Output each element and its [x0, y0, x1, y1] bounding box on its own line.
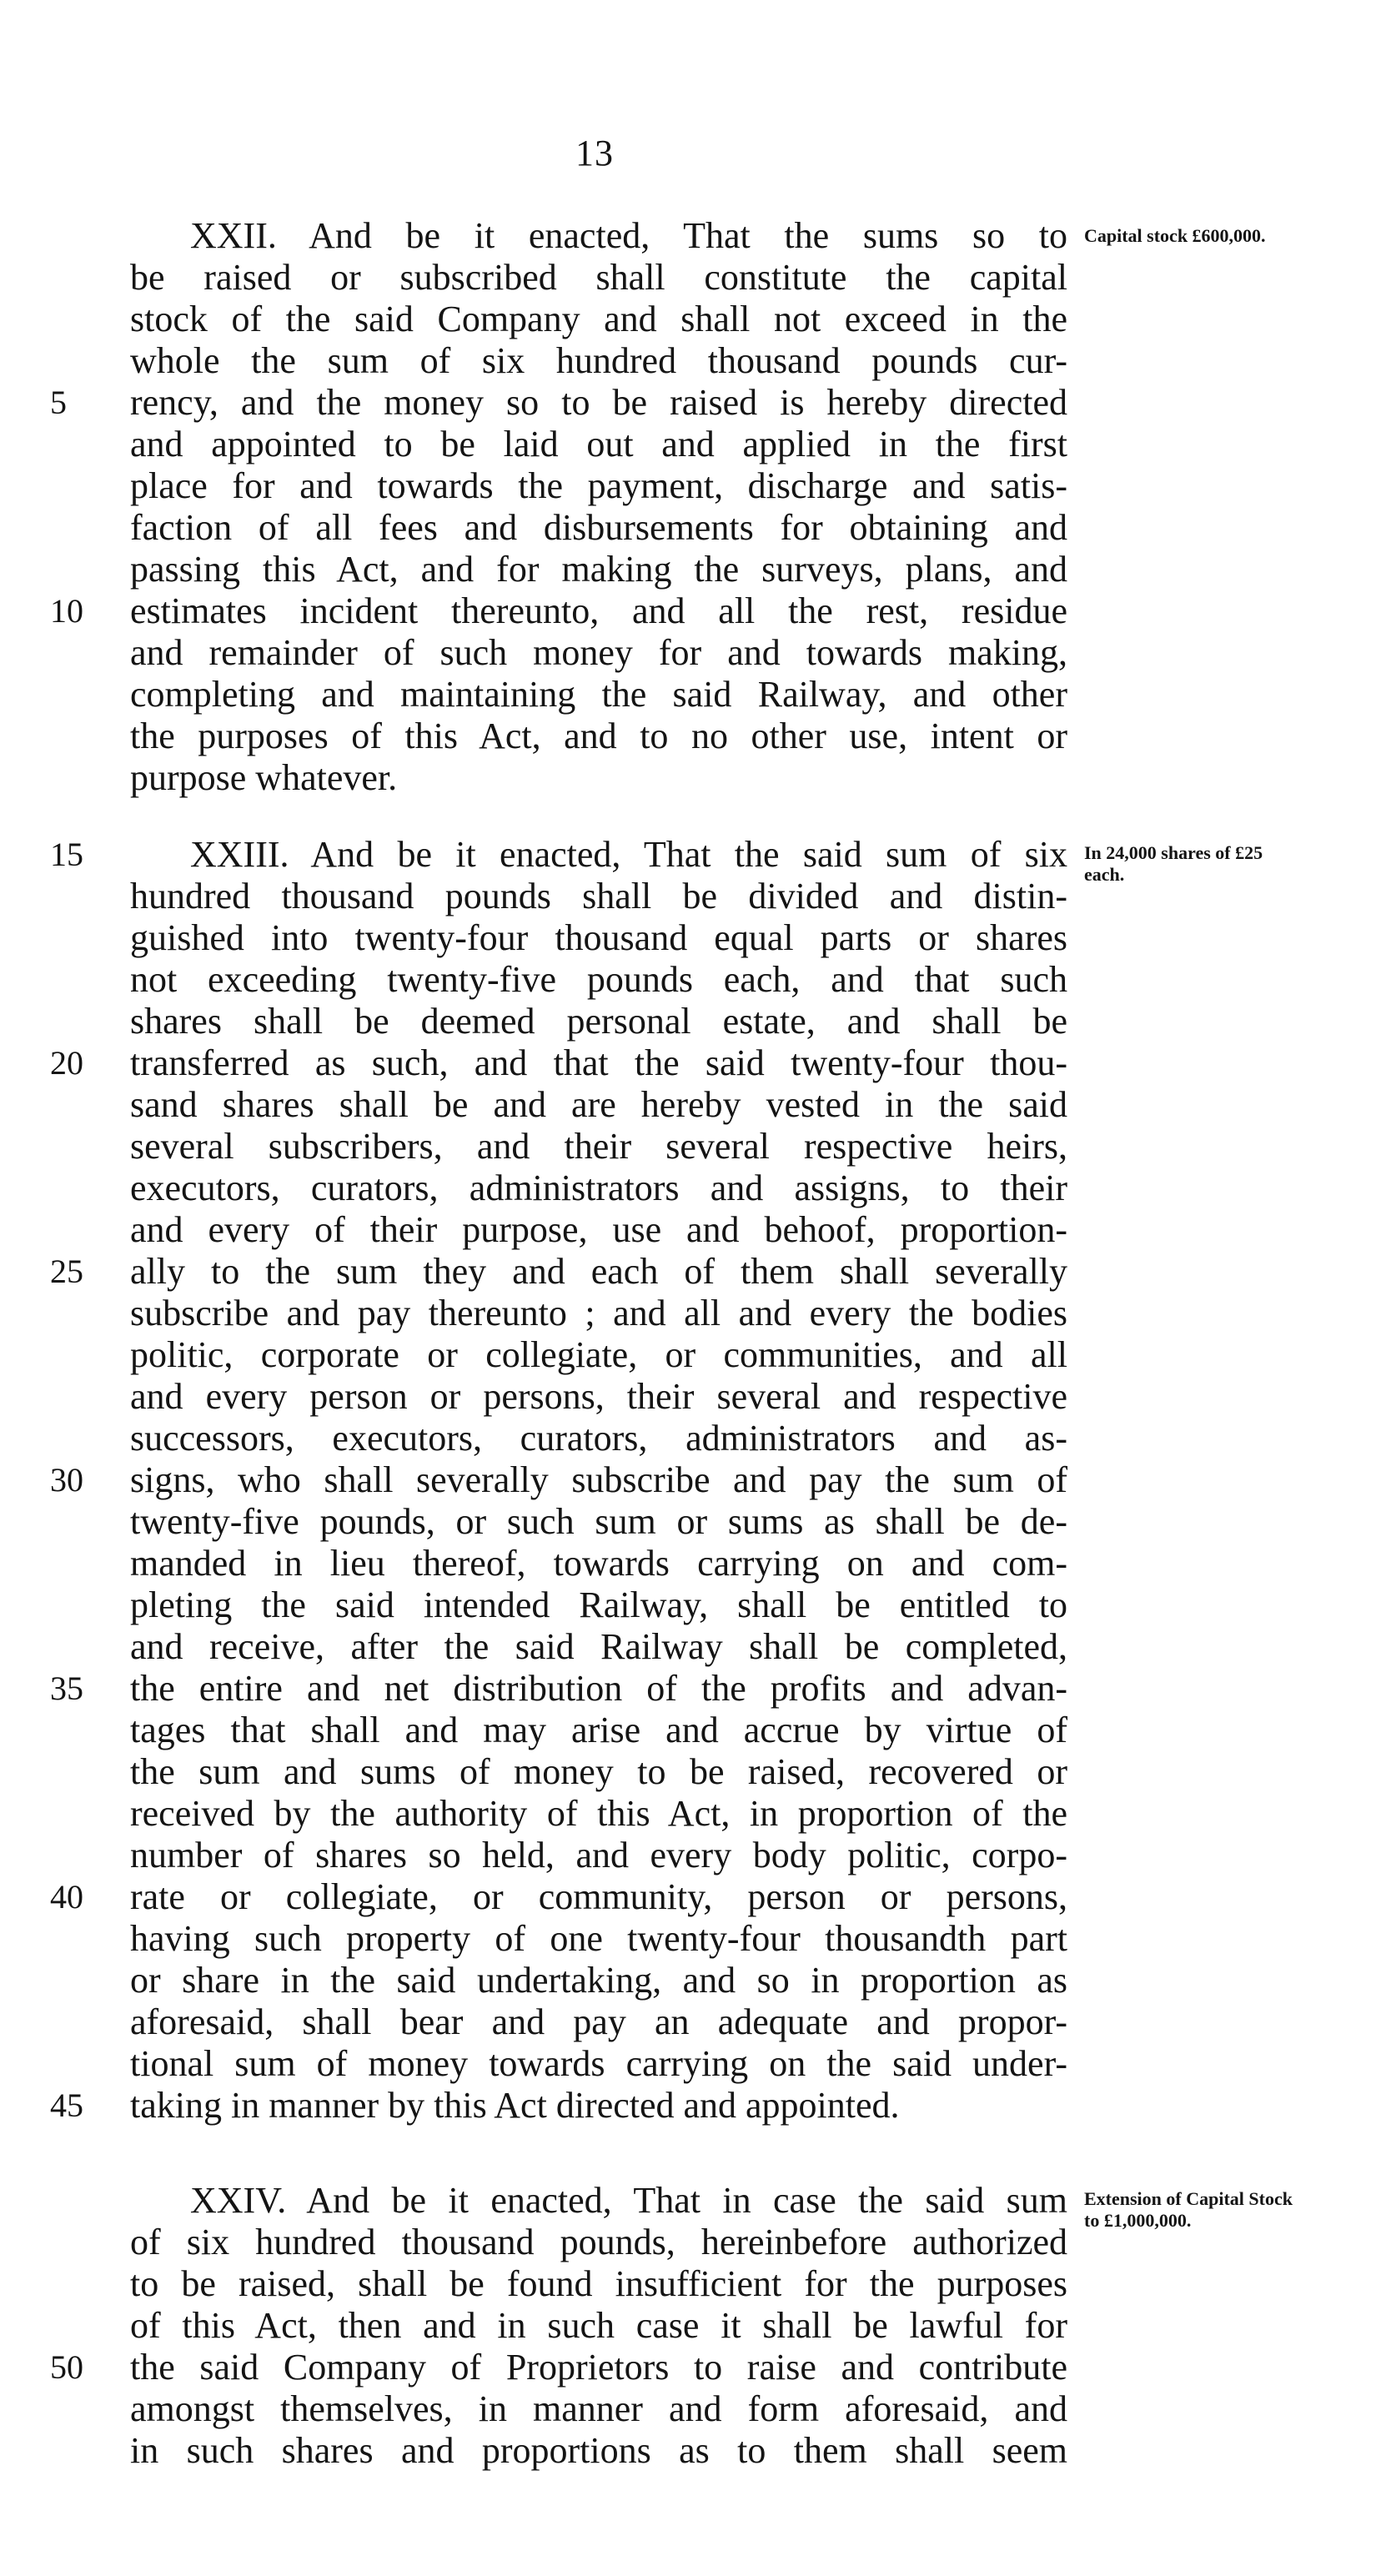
text-line: several subscribers, and their several respective heirs,	[130, 1126, 1067, 1167]
text-line: not exceeding twenty-five pounds each, and that such	[130, 959, 1067, 1000]
margin-note-extension: Extension of Capital Stock to £1,000,000.	[1084, 2188, 1293, 2231]
text-line: politic, corporate or collegiate, or communities, and all	[130, 1334, 1067, 1375]
text-line: the purposes of this Act, and to no other use, intent or	[130, 716, 1067, 756]
text-line: subscribe and pay thereunto ; and all and every the bodies	[130, 1293, 1067, 1333]
text-line: purpose whatever.	[130, 757, 398, 798]
text-line: and receive, after the said Railway shall be completed,	[130, 1626, 1067, 1667]
line-number: 30	[50, 1461, 83, 1499]
text-line: whole the sum of six hundred thousand pounds cur-	[130, 340, 1067, 381]
text-line: rency, and the money so to be raised is hereby directed	[130, 382, 1067, 423]
text-line: passing this Act, and for making the surveys, plans, and	[130, 549, 1067, 590]
text-line: of six hundred thousand pounds, hereinbefore authorized	[130, 2222, 1067, 2262]
text-line: received by the authority of this Act, in proportion of the	[130, 1793, 1067, 1834]
text-line: aforesaid, shall bear and pay an adequate and propor-	[130, 2001, 1067, 2042]
text-line: completing and maintaining the said Railway, and other	[130, 674, 1067, 715]
line-number: 25	[50, 1253, 83, 1290]
text-line: successors, executors, curators, administrators and as-	[130, 1418, 1067, 1459]
text-line: taking in manner by this Act directed and appointed.	[130, 2085, 900, 2126]
text-line: signs, who shall severally subscribe and pay the sum of	[130, 1459, 1067, 1500]
text-line: rate or collegiate, or community, person or persons,	[130, 1876, 1067, 1917]
text-line: and every person or persons, their several and respective	[130, 1376, 1067, 1417]
text-line: pleting the said intended Railway, shall be entitled to	[130, 1584, 1067, 1625]
text-line: manded in lieu thereof, towards carrying on and com-	[130, 1543, 1067, 1584]
text-line: transferred as such, and that the said twenty-four thou-	[130, 1042, 1067, 1083]
text-line: estimates incident thereunto, and all the rest, residue	[130, 590, 1067, 631]
text-line: the entire and net distribution of the profits and advan-	[130, 1668, 1067, 1709]
text-line: faction of all fees and disbursements for obtaining and	[130, 507, 1067, 548]
line-number: 10	[50, 592, 83, 630]
text-line: tional sum of money towards carrying on the said under-	[130, 2043, 1067, 2084]
page-number: 13	[575, 133, 614, 173]
text-line: executors, curators, administrators and assigns, to their	[130, 1167, 1067, 1208]
text-line: twenty-five pounds, or such sum or sums as shall be de-	[130, 1501, 1067, 1542]
text-line: and every of their purpose, use and behoof, proportion-	[130, 1209, 1067, 1250]
line-number: 35	[50, 1670, 83, 1707]
text-line: and remainder of such money for and towards making,	[130, 632, 1067, 673]
text-line: be raised or subscribed shall constitute the capital	[130, 257, 1067, 298]
text-line: XXIV. And be it enacted, That in case the said sum	[190, 2180, 1067, 2221]
text-line: amongst themselves, in manner and form aforesaid, and	[130, 2388, 1067, 2429]
text-line: XXII. And be it enacted, That the sums so to	[190, 215, 1067, 256]
text-line: tages that shall and may arise and accrue by virtue of	[130, 1710, 1067, 1750]
text-line: or share in the said undertaking, and so in proportion as	[130, 1960, 1067, 2001]
text-line: place for and towards the payment, discharge and satis-	[130, 465, 1067, 506]
text-line: number of shares so held, and every body politic, corpo-	[130, 1835, 1067, 1876]
text-line: to be raised, shall be found insufficient for the purposes	[130, 2263, 1067, 2304]
text-line: of this Act, then and in such case it shall be lawful for	[130, 2305, 1067, 2346]
text-line: shares shall be deemed personal estate, and shall be	[130, 1001, 1067, 1042]
text-line: ally to the sum they and each of them shall severally	[130, 1251, 1067, 1292]
text-line: the sum and sums of money to be raised, recovered or	[130, 1751, 1067, 1792]
line-number: 15	[50, 836, 83, 873]
line-number: 20	[50, 1044, 83, 1082]
text-line: the said Company of Proprietors to raise and contribute	[130, 2347, 1067, 2388]
text-line: and appointed to be laid out and applied in the first	[130, 424, 1067, 464]
text-line: in such shares and proportions as to them shall seem	[130, 2430, 1067, 2471]
text-line: guished into twenty-four thousand equal parts or shares	[130, 917, 1067, 958]
line-number: 5	[50, 384, 67, 421]
margin-note-shares: In 24,000 shares of £25 each.	[1084, 842, 1263, 885]
text-line: having such property of one twenty-four thousandth part	[130, 1918, 1067, 1959]
line-number: 40	[50, 1878, 83, 1916]
text-line: stock of the said Company and shall not exceed in the	[130, 299, 1067, 339]
line-number: 45	[50, 2086, 83, 2124]
text-line: hundred thousand pounds shall be divided and distin-	[130, 876, 1067, 916]
line-number: 50	[50, 2348, 83, 2386]
margin-note-capital-stock: Capital stock £600,000.	[1084, 225, 1266, 246]
text-line: XXIII. And be it enacted, That the said sum of six	[190, 834, 1067, 875]
text-line: sand shares shall be and are hereby vested in the said	[130, 1084, 1067, 1125]
